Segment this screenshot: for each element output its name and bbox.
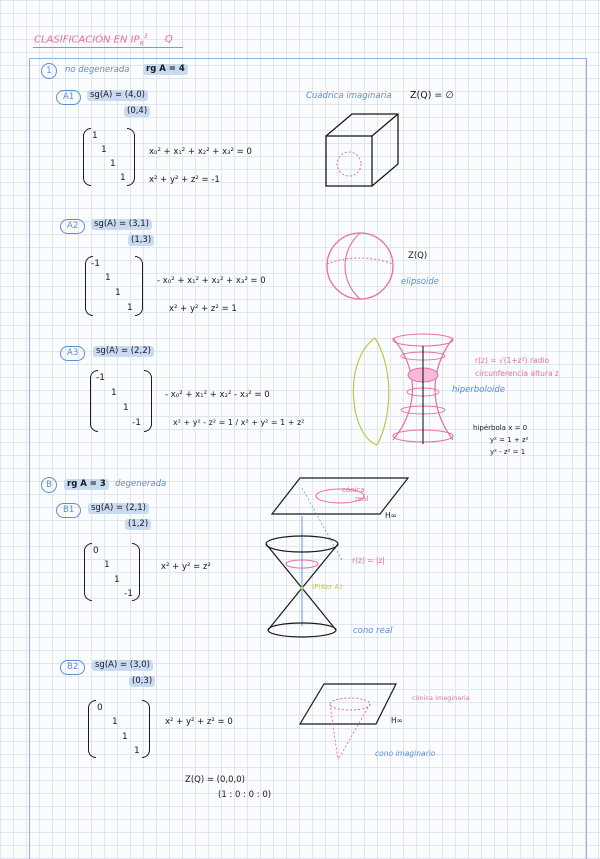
a3-hyperbola-3: y² - z² = 1 — [490, 448, 526, 456]
a2-zq: Z(Q) — [408, 251, 428, 261]
a2-m1: 1 — [105, 273, 111, 283]
title-text: CLASIFICACIÓN EN IP — [34, 34, 140, 46]
real-cone-figure — [262, 476, 412, 646]
a3-radius: r(z) = √(1+z²) radio — [475, 356, 550, 365]
b1-m0: 0 — [93, 546, 99, 556]
b2-zq-point: (1 : 0 : 0 : 0) — [218, 790, 272, 800]
b2-hinf: H∞ — [391, 716, 403, 725]
a2-equation: - x₀² + x₁² + x₂² + x₃² = 0 — [157, 276, 266, 286]
b1-equation: x² + y² = z² — [161, 562, 211, 572]
a2-m0: -1 — [91, 259, 100, 269]
a3-m1: 1 — [111, 388, 117, 398]
b2-conic: cónica imaginaria — [412, 694, 470, 702]
a1-signature-alt: (0,4) — [124, 106, 150, 117]
a3-equation: - x₀² + x₁² + x₂² - x₃² = 0 — [165, 390, 270, 400]
section-a-number: 1 — [41, 63, 57, 79]
section-b-label: degenerada — [115, 479, 167, 489]
b1-vertex: IP(Ker A) — [312, 583, 343, 591]
b1-radius: r(z) = |z| — [352, 556, 385, 565]
section-a-rank: rg A = 4 — [143, 64, 188, 75]
a2-m2: 1 — [115, 288, 121, 298]
a3-hyperbola-2: y² = 1 + z² — [490, 436, 529, 444]
a2-signature-alt: (1,3) — [128, 235, 154, 246]
b1-matrix — [84, 543, 140, 601]
b2-matrix — [88, 700, 150, 758]
a1-signature: sg(A) = (4,0) — [87, 90, 148, 101]
b2-m1: 1 — [112, 717, 118, 727]
b2-name: cono imaginario — [375, 749, 436, 758]
b2-m2: 1 — [122, 732, 128, 742]
a2-matrix — [85, 256, 143, 316]
a3-matrix — [90, 370, 152, 432]
cube-figure — [320, 108, 410, 190]
tag-a1: A1 — [56, 90, 81, 105]
a1-m3: 1 — [120, 173, 126, 183]
b2-m3: 1 — [134, 746, 140, 756]
a3-equation-affine: x² + y² - z² = 1 / x² + y² = 1 + z² — [173, 418, 305, 427]
a3-circumference: circunferencia altura z — [475, 369, 559, 378]
a2-signature: sg(A) = (3,1) — [91, 219, 152, 230]
hyperboloid-figure — [345, 330, 465, 450]
b1-signature: sg(A) = (2,1) — [88, 503, 149, 514]
a2-equation-affine: x² + y² + z² = 1 — [169, 304, 237, 314]
a3-hyperbola-1: hipérbola x = 0 — [473, 424, 528, 432]
a1-m1: 1 — [101, 145, 107, 155]
title-sup: 3 — [143, 33, 148, 40]
a1-note: Cuádrica imaginaria — [306, 91, 392, 101]
b2-m0: 0 — [97, 703, 103, 713]
a3-m0: -1 — [96, 373, 105, 383]
title-sub: R — [139, 40, 144, 48]
a1-equation: x₀² + x₁² + x₂² + x₃² = 0 — [149, 147, 252, 157]
b1-m3: -1 — [124, 589, 133, 599]
section-b-number: B — [41, 477, 57, 493]
tag-b1: B1 — [56, 503, 81, 518]
ellipsoid-figure — [322, 226, 402, 306]
a3-m3: -1 — [132, 418, 141, 428]
b1-hinf: H∞ — [385, 511, 397, 520]
tag-a3: A3 — [60, 346, 85, 361]
a1-m0: 1 — [92, 131, 98, 141]
title-underline — [33, 47, 183, 48]
a3-signature: sg(A) = (2,2) — [93, 346, 154, 357]
b1-name: cono real — [353, 626, 393, 636]
b2-signature-alt: (0,3) — [129, 676, 155, 687]
a2-m3: 1 — [127, 303, 133, 313]
a1-m2: 1 — [110, 159, 116, 169]
section-a-label: no degenerada — [65, 65, 130, 75]
a1-zq: Z(Q) = ∅ — [410, 90, 454, 101]
a1-matrix — [83, 128, 135, 186]
b2-signature: sg(A) = (3,0) — [92, 660, 153, 671]
a1-equation-affine: x² + y² + z² = -1 — [149, 175, 220, 185]
tag-a2: A2 — [60, 219, 85, 234]
b2-equation: x² + y² + z² = 0 — [165, 717, 233, 727]
tag-b2: B2 — [60, 660, 85, 675]
b1-signature-alt: (1,2) — [125, 519, 151, 530]
section-b-rank: rg A = 3 — [64, 479, 109, 490]
a3-name: hiperboloide — [452, 385, 506, 395]
b2-zq: Z(Q) = (0,0,0) — [185, 775, 245, 785]
b1-conic-2: real — [355, 495, 369, 503]
b1-m1: 1 — [104, 560, 110, 570]
a3-m2: 1 — [123, 403, 129, 413]
title-q: Q — [164, 34, 173, 46]
a2-name: elipsoide — [401, 277, 439, 287]
page-title — [34, 34, 173, 47]
b1-conic-1: cónica — [342, 486, 365, 494]
b1-m2: 1 — [114, 575, 120, 585]
